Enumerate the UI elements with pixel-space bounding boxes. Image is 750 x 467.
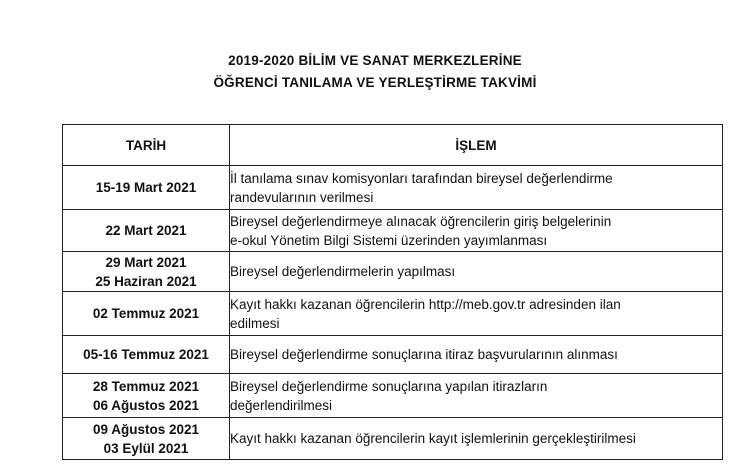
- date-text: 06 Ağustos 2021: [92, 397, 200, 413]
- operation-text: Bireysel değerlendirme sonuçlarına itiraz başvurularının alınması: [230, 347, 618, 362]
- header-row: [63, 125, 723, 166]
- title-line-1: 2019-2020 BİLİM VE SANAT MERKEZLERİNE: [228, 53, 522, 68]
- operation-text: Kayıt hakkı kazanan öğrencilerin http://meb.gov.tr adresinden ilan: [230, 296, 621, 312]
- date-text: 02 Temmuz 2021: [92, 306, 200, 321]
- date-text: 03 Eylül 2021: [103, 440, 189, 456]
- operation-cell: [230, 418, 723, 460]
- date-text: 28 Temmuz 2021: [92, 378, 200, 394]
- date-text: 15-19 Mart 2021: [95, 180, 197, 195]
- operation-text: Bireysel değerlendirme sonuçlarına yapılan itirazların: [230, 378, 548, 394]
- date-cell: [63, 210, 230, 252]
- operation-cell: [230, 210, 723, 252]
- table-row: [63, 292, 723, 336]
- table-row: [63, 418, 723, 460]
- table-row: [63, 252, 723, 292]
- date-text: 29 Mart 2021: [105, 254, 187, 270]
- title-line-2: ÖĞRENCİ TANILAMA VE YERLEŞTİRME TAKVİMİ: [213, 75, 537, 90]
- operation-cell: [230, 166, 723, 210]
- header-date: TARİH: [63, 125, 230, 166]
- operation-cell: [230, 336, 723, 374]
- operation-text: İl tanılama sınav komisyonları tarafından bireysel değerlendirme: [230, 170, 613, 186]
- date-cell: [63, 418, 230, 460]
- header-operation: İŞLEM: [230, 125, 723, 166]
- date-text: 05-16 Temmuz 2021: [83, 347, 209, 362]
- operation-cell: [230, 292, 723, 336]
- operation-text: Kayıt hakkı kazanan öğrencilerin kayıt işlemlerinin gerçekleştirilmesi: [230, 431, 636, 446]
- date-text: 09 Ağustos 2021: [92, 421, 200, 437]
- date-cell: [63, 336, 230, 374]
- date-text: 22 Mart 2021: [105, 223, 187, 238]
- table-row: [63, 210, 723, 252]
- table-row: [63, 374, 723, 418]
- schedule-table: [62, 124, 723, 460]
- date-text: 25 Haziran 2021: [95, 273, 197, 289]
- operation-text: edilmesi: [230, 315, 280, 331]
- table-row: [63, 166, 723, 210]
- date-cell: [63, 166, 230, 210]
- operation-text: Bireysel değerlendirmelerin yapılması: [230, 264, 456, 279]
- operation-text: değerlendirilmesi: [230, 397, 333, 413]
- date-cell: [63, 292, 230, 336]
- document-title: [0, 50, 750, 94]
- date-cell: [63, 252, 230, 292]
- operation-text: randevularının verilmesi: [230, 189, 374, 205]
- operation-cell: [230, 252, 723, 292]
- operation-text: Bireysel değerlendirmeye alınacak öğrencilerin giriş belgelerinin: [230, 213, 612, 229]
- table-row: [63, 336, 723, 374]
- operation-cell: [230, 374, 723, 418]
- operation-text: e-okul Yönetim Bilgi Sistemi üzerinden yayımlanması: [230, 232, 548, 248]
- date-cell: [63, 374, 230, 418]
